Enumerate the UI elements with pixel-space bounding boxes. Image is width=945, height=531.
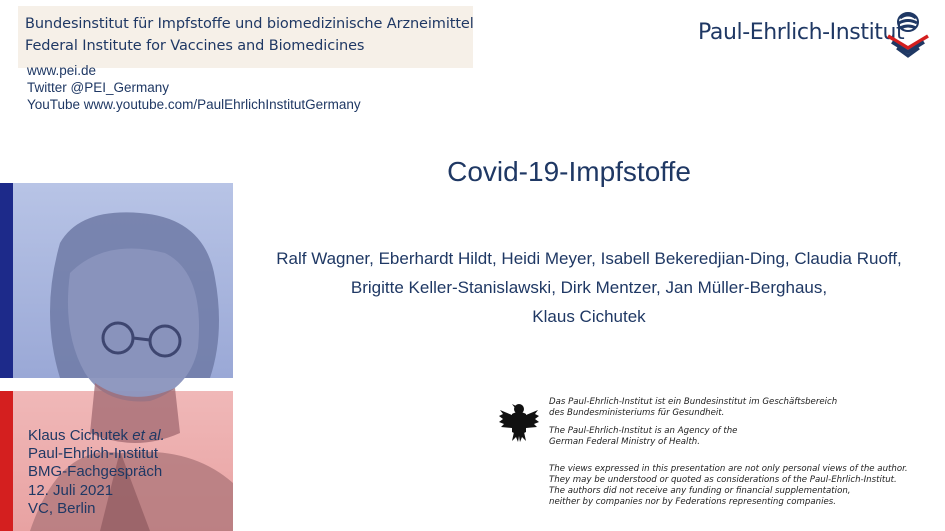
event-location: VC, Berlin	[28, 500, 96, 517]
disclaimer-views: The views expressed in this presentation are not only personal views of the author. They may be understood or quoted as considerations of the Paul-Ehrlich-Institut. The authors did not receive any funding or financial supplementation, neither by companies nor by Federations representing companies.	[549, 464, 908, 507]
disclaimer-agency-en: The Paul-Ehrlich-Institut is an Agency of the German Federal Ministry of Health.	[549, 426, 738, 447]
author-line: Klaus Cichutek	[532, 307, 646, 326]
presenter-name: Klaus Cichutek et al.	[28, 427, 165, 444]
pei-logo-icon	[884, 10, 932, 58]
twitter-link[interactable]: Twitter @PEI_Germany	[27, 80, 169, 95]
federal-eagle-icon	[498, 400, 540, 444]
flag-stripe-red	[0, 391, 13, 531]
event-date: 12. Juli 2021	[28, 482, 114, 499]
presenter-institute: Paul-Ehrlich-Institut	[28, 445, 159, 462]
disclaimer-agency-de: Das Paul-Ehrlich-Institut ist ein Bundesinstitut im Geschäftsbereich des Bundesministeriums für Gesundheit.	[549, 397, 838, 418]
author-list	[230, 244, 945, 331]
institute-name-de: Bundesinstitut für Impfstoffe und biomedizinische Arzneimittel	[25, 16, 474, 32]
event-name: BMG-Fachgespräch	[28, 463, 163, 480]
youtube-link[interactable]: YouTube www.youtube.com/PaulEhrlichInstitutGermany	[27, 97, 361, 112]
author-line: Ralf Wagner, Eberhardt Hildt, Heidi Meyer, Isabell Bekeredjian-Ding, Claudia Ruoff,	[276, 249, 902, 268]
website-link[interactable]: www.pei.de	[27, 63, 97, 78]
slide-title: Covid-19-Impfstoffe	[447, 156, 691, 187]
institute-name-en: Federal Institute for Vaccines and Biomedicines	[25, 38, 365, 54]
flag-stripe-blue	[0, 183, 13, 378]
author-line: Brigitte Keller-Stanislawski, Dirk Mentzer, Jan Müller-Berghaus,	[350, 278, 828, 297]
logo-text: Paul-Ehrlich-Institut	[698, 20, 905, 45]
